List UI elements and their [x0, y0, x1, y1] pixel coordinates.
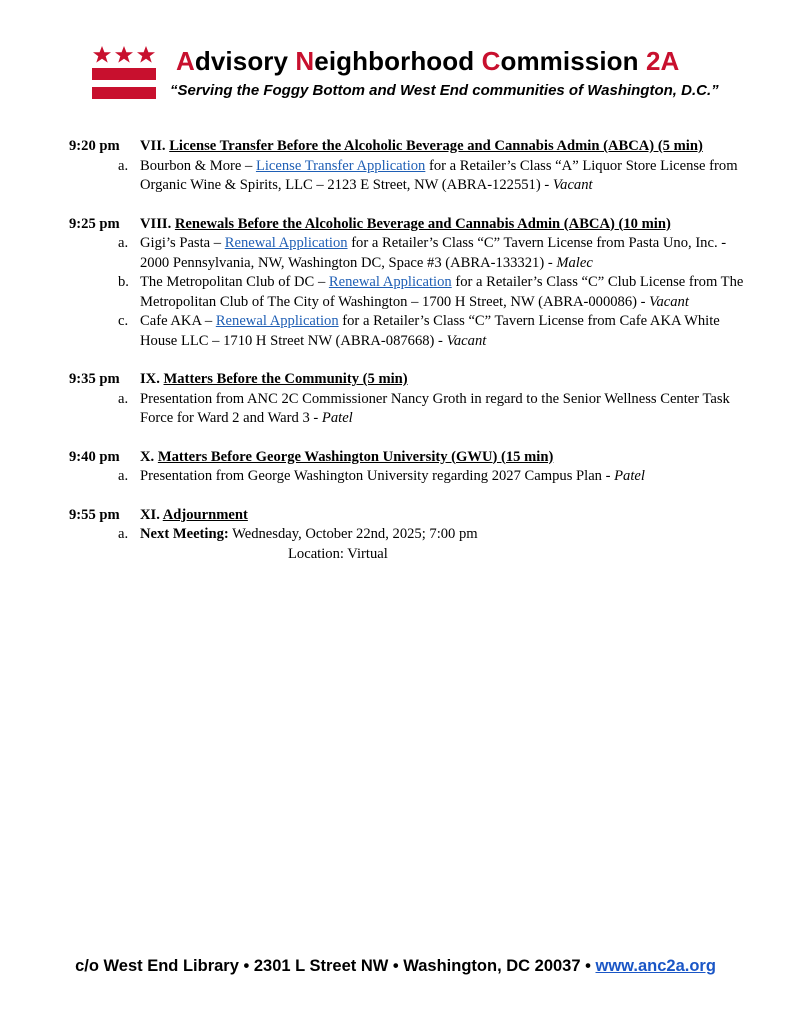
section-header: [0, 370, 791, 390]
item-text: Cafe AKA –: [140, 313, 216, 329]
agenda-item: [0, 273, 791, 312]
item-text: Organic Wine & Spirits, LLC – 2123 E Street, NW (ABRA-122551) -: [140, 177, 553, 193]
section-time: 9:25 pm: [69, 215, 120, 232]
agenda-item: [0, 157, 791, 196]
item-marker: a.: [118, 235, 129, 251]
item-line: [140, 390, 777, 410]
commissioner-name: Vacant: [446, 332, 487, 349]
item-text: for a Retailer’s Class “A” Liquor Store License from: [425, 157, 738, 174]
item-line: [140, 467, 777, 487]
agenda-section: [0, 370, 791, 429]
item-text: The Metropolitan Club of DC –: [140, 274, 329, 290]
commission-title: [176, 46, 679, 77]
title-part: dvisory: [194, 46, 296, 76]
section-heading: [140, 448, 553, 468]
item-text: for a Retailer’s Class “C” Tavern License from Cafe AKA White: [338, 313, 720, 329]
section-title: Matters Before the Community (5 min): [163, 371, 408, 387]
item-text: Force for Ward 2 and Ward 3 -: [140, 410, 322, 426]
item-line: [140, 176, 777, 196]
item-marker: a.: [118, 526, 129, 542]
section-title: Renewals Before the Alcoholic Beverage and Cannabis Admin (ABCA) (10 min): [174, 215, 671, 232]
item-line: [140, 293, 777, 313]
item-text: Presentation from ANC 2C Commissioner Nancy Groth in regard to the Senior Wellness Center Task: [140, 390, 730, 407]
commissioner-name: Vacant: [649, 293, 689, 310]
section-title: Matters Before George Washington University (GWU) (15 min): [157, 448, 554, 465]
item-line: [140, 254, 777, 274]
item-line: [140, 332, 777, 352]
item-line: [140, 525, 777, 545]
section-time: 9:35 pm: [69, 371, 120, 387]
flag-star-3: [137, 46, 155, 63]
item-text: House LLC – 1710 H Street NW (ABRA-087668) -: [140, 332, 447, 349]
flag-star-1: [93, 46, 111, 63]
commissioner-name: Vacant: [552, 177, 593, 193]
section-title: License Transfer Before the Alcoholic Beverage and Cannabis Admin (ABCA) (5 min): [169, 138, 703, 154]
next-meeting-label: Next Meeting:: [140, 526, 229, 542]
section-header: [0, 506, 791, 526]
item-marker: a.: [118, 390, 129, 407]
item-text: Wednesday, October 22nd, 2025; 7:00 pm: [228, 526, 478, 542]
item-text: Presentation from George Washington University regarding 2027 Campus Plan -: [140, 468, 615, 484]
section-header: [0, 448, 791, 468]
footer-address: c/o West End Library • 2301 L Street NW • Washington, DC 20037 •: [75, 957, 596, 975]
item-text: for a Retailer’s Class “C” Tavern License from Pasta Uno, Inc. -: [347, 235, 727, 251]
agenda-section: [0, 215, 791, 352]
agenda-section: [0, 448, 791, 487]
commissioner-name: Patel: [321, 410, 353, 426]
application-link[interactable]: License Transfer Application: [255, 157, 426, 174]
item-marker: c.: [118, 313, 129, 329]
item-text: Metropolitan Club of The City of Washington – 1700 H Street, NW (ABRA-000086) -: [140, 293, 650, 310]
commission-subtitle: “Serving the Foggy Bottom and West End communities of Washington, D.C.”: [170, 82, 719, 99]
section-number: VII.: [140, 138, 166, 154]
item-text: Bourbon & More –: [140, 157, 256, 174]
title-part: eighborhood: [314, 46, 482, 76]
item-line: [140, 273, 777, 293]
item-marker: a.: [118, 468, 129, 484]
agenda-item: [0, 467, 791, 487]
item-line: [140, 312, 777, 332]
title-part: 2A: [645, 46, 680, 76]
item-line: [140, 157, 777, 177]
agenda-item: [0, 234, 791, 273]
commissioner-name: Patel: [614, 468, 645, 484]
section-number: XI.: [140, 506, 160, 523]
section-heading: [140, 215, 671, 235]
section-time: 9:20 pm: [69, 138, 120, 154]
item-text: Gigi’s Pasta –: [140, 235, 225, 251]
agenda-section: [0, 506, 791, 565]
agenda: [0, 137, 791, 583]
section-heading: [140, 137, 703, 157]
footer: [0, 957, 791, 976]
item-marker: a.: [118, 157, 129, 174]
item-marker: b.: [118, 274, 129, 290]
section-heading: [140, 506, 248, 526]
agenda-item: [0, 312, 791, 351]
section-header: [0, 215, 791, 235]
application-link[interactable]: Renewal Application: [328, 274, 452, 290]
agenda-section: [0, 137, 791, 196]
section-title: Adjournment: [162, 506, 248, 523]
item-text: 2000 Pennsylvania, NW, Washington DC, Space #3 (ABRA-133321) -: [140, 254, 557, 271]
commissioner-name: Malec: [556, 254, 593, 271]
title-part: ommission: [500, 46, 646, 76]
item-text: for a Retailer’s Class “C” Club License from The: [451, 274, 744, 290]
section-number: IX.: [140, 371, 160, 387]
application-link[interactable]: Renewal Application: [224, 235, 348, 251]
title-part: A: [176, 46, 195, 76]
item-line: [140, 234, 777, 254]
section-heading: [140, 370, 408, 390]
title-part: C: [481, 46, 501, 76]
section-number: VIII.: [140, 215, 172, 232]
application-link[interactable]: Renewal Application: [215, 313, 339, 329]
meeting-location: Location: Virtual: [288, 545, 388, 562]
section-time: 9:55 pm: [69, 506, 120, 523]
dc-flag-logo: [92, 45, 156, 100]
flag-star-2: [115, 46, 133, 63]
title-part: N: [295, 46, 315, 76]
agenda-item: [0, 525, 791, 564]
section-time: 9:40 pm: [69, 448, 120, 465]
flag-bar-2: [92, 87, 156, 99]
section-header: [0, 137, 791, 157]
website-link[interactable]: www.anc2a.org: [595, 957, 716, 975]
flag-bar-1: [92, 68, 156, 80]
item-line: [140, 409, 777, 429]
agenda-item: [0, 390, 791, 429]
section-number: X.: [140, 448, 155, 465]
